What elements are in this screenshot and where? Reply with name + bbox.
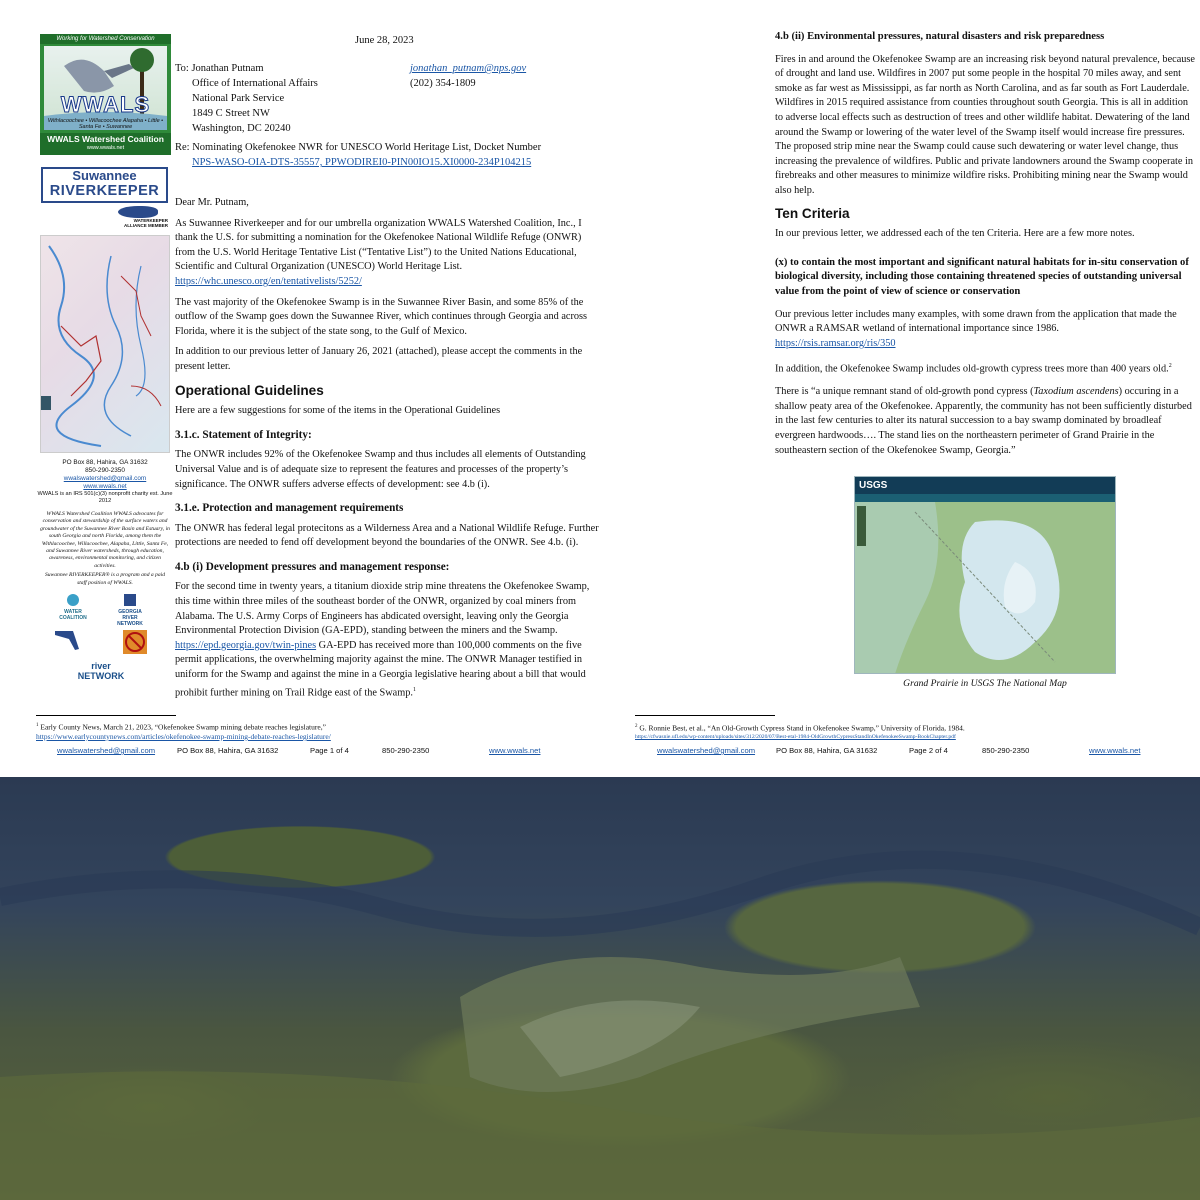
letter-body-2 — [775, 30, 1197, 466]
subsection-heading: 3.1.e. Protection and management requirements — [175, 502, 404, 515]
recipient-phone: (202) 354-1809 — [410, 78, 476, 89]
riverkeeper-logo — [41, 167, 168, 203]
paragraph: Fires in and around the Okefenokee Swamp are an increasing risk beyond natural prevalence, because of drought and land use. Wildfires in 2007 put some people in the hospital 70 miles away, and sent smoke as far west as Mississippi, as far north as North Carolina, and as far south as Fort Lauderdale. Wildfires in 2015 required assistance from counties throughout south Georgia. This is all in addition to adverse local effects such as destruction of trees and other wildlife habitat. Dewatering of the land around the Swamp or lowering of the water level of the Swamp itself would increase fire pressures. The proposed strip mine near the Swamp could cause such dewatering or water level change, thus increasing the prevalence of wildfires. Public and private landowners around the Swamp cooperate in firebreaks and other measures to minimize wildfire risks. Prohibiting mining near the Swamp would also help. — [775, 53, 1196, 196]
partner-logos — [36, 591, 174, 681]
paragraph-text: For the second time in twenty years, a titanium dioxide strip mine threatens the Okefenokee Swamp, this time within three miles of the southeast border of the ONWR, organized by coal miners from Alabama. The U.S. Army Corps of Engineers has abdicated oversight, leaving only the Georgia Environmental Protection Division (GA-EPD), standing between the miners and the Swamp. — [175, 581, 590, 637]
river-network-logo — [76, 661, 126, 681]
water-coalition-logo — [58, 593, 88, 621]
footnote-number: 1 — [36, 723, 39, 728]
species-name: Taxodium ascendens — [1033, 386, 1119, 398]
logo-rivers: Withlacoochee • Willacoochee Alapaha • Little • Santa Fe • Suwannee — [47, 118, 164, 130]
footer-page-number: Page 1 of 4 — [310, 746, 349, 755]
logo-url: www.wwals.net — [86, 145, 125, 151]
georgia-state-icon — [118, 593, 142, 607]
waterkeeper-text: WATERKEEPER ALLIANCE MEMBER — [124, 218, 168, 228]
wwals-logo — [40, 34, 171, 155]
footnote-divider — [635, 715, 775, 716]
section-heading: Ten Criteria — [775, 205, 850, 221]
letter-body-1 — [175, 196, 599, 707]
paragraph-text: In addition, the Okefenokee Swamp includes old-growth cypress trees more than 400 years old. — [775, 363, 1169, 375]
paragraph: In our previous letter, we addressed each of the ten Criteria. Here are a few more notes. — [775, 228, 1135, 240]
sidebar-program: Suwannee RIVERKEEPER® is a program and a paid staff position of WWALS. — [44, 572, 166, 586]
paragraph: Here are a few suggestions for some of the items in the Operational Guidelines — [175, 405, 501, 417]
footnote-number: 2 — [635, 724, 638, 729]
footnote-divider — [36, 715, 176, 716]
footnote-text: G. Ronnie Best, et al., “An Old-Growth Cypress Stand in Okefenokee Swamp,” University of Florida, 1984. — [639, 723, 965, 733]
paragraph-text: Our previous letter includes many examples, with some drawn from the application that made the ONWR a RAMSAR wetland of international importance since 1986. — [775, 308, 1177, 335]
paragraph-text: There is “a unique remnant stand of old-growth pond cypress ( — [775, 386, 1034, 398]
letterhead-sidebar — [36, 34, 174, 681]
letter-date: June 28, 2023 — [355, 35, 414, 46]
recipient-email-link[interactable]: jonathan_putnam@nps.gov — [410, 63, 527, 74]
footer-phone: 850-290-2350 — [382, 746, 430, 755]
paragraph — [775, 359, 1197, 377]
sidebar-mission: WWALS Watershed Coalition WWALS advocates for conservation and stewardship of the surface waters and groundwater of the Suwannee River Basin and Estuary, in south Georgia and north Florida, among them the Withlacoochee, Willacoochee, Alapaha, Little, Santa Fe, and Suwannee River watersheds, through education, awareness, environmental monitoring, and citizen activities. — [40, 511, 170, 569]
sidebar-irs: WWALS is an IRS 501(c)(3) nonprofit charity est. June 2012 — [37, 491, 173, 504]
paragraph: The ONWR includes 92% of the Okefenokee Swamp and thus includes all elements of Outstanding Universal Value and is of adequate size to represent the features and processes of the property’s significance. The ONWR suffers adverse effects of development: see 4.b (i). — [175, 449, 586, 490]
usgs-map-image — [854, 476, 1116, 674]
footnote-1 — [36, 721, 596, 742]
address-line: National Park Service — [192, 93, 285, 104]
partner1-name: WATER COALITION — [59, 609, 87, 622]
address-line: Office of International Affairs — [192, 78, 318, 89]
partner2-name: GEORGIA RIVER NETWORK — [117, 609, 143, 628]
footnote-text: Early County News, March 21, 2023, “Okefenokee Swamp mining debate reaches legislature,” — [40, 722, 326, 732]
subsection-heading: (x) to contain the most important and significant natural habitats for in-situ conservation of biological diversity, including those containing threatened species of outstanding universal value from the point of view of science or conservation — [775, 256, 1189, 297]
sidebar-email-link[interactable]: wwalswatershed@gmail.com — [63, 475, 147, 482]
sidebar-phone: 850-290-2350 — [85, 467, 125, 474]
footnote-marker: 1 — [412, 686, 416, 693]
paragraph — [175, 217, 599, 290]
re-text: Re: Nominating Okefenokee NWR for UNESCO World Heritage List, Docket Number — [175, 142, 542, 153]
page-footer-2 — [600, 746, 1200, 758]
ramsar-link[interactable]: https://rsis.ramsar.org/ris/350 — [775, 337, 896, 349]
epd-link[interactable]: https://epd.georgia.gov/twin-pines — [175, 639, 317, 651]
paragraph-text: GA-EPD has received more than 100,000 comments on the five permit applications, the overwhelming majority against the mine. The ONWR Manager testified in uniform for the Swamp and against the mine in a Georgia legislative hearing about a bill that would prohibit further mining on Trail Ridge east of the Swamp. — [175, 639, 586, 699]
logo-coalition-name: WWALS Watershed Coalition — [47, 134, 164, 144]
subject-line — [175, 140, 541, 170]
to-line: To: Jonathan Putnam — [175, 63, 264, 74]
footnote-marker: 2 — [1168, 363, 1172, 370]
paragraph: In addition to our previous letter of January 26, 2021 (attached), please accept the comments in the present letter. — [175, 346, 583, 372]
address-line: 1849 C Street NW — [192, 108, 270, 119]
footer-email-link[interactable]: wwalswatershed@gmail.com — [57, 746, 156, 755]
map-caption: Grand Prairie in USGS The National Map — [903, 678, 1067, 689]
subsection-heading: 4.b (ii) Environmental pressures, natural disasters and risk preparedness — [775, 31, 1105, 42]
usgs-brand: USGS — [859, 480, 888, 491]
footnote-link[interactable]: https://cfwasnie.ufl.edu/wp-content/uploads/sites/312/2020/07/Best-etal-1984-OldGrowthCypressStandInOkefenokeeSwamp-BookChapter.pdf — [635, 734, 956, 740]
sidebar-address: PO Box 88, Hahira, GA 31632 — [62, 459, 148, 466]
no-mining-logo — [120, 629, 150, 657]
letter-page-1 — [0, 0, 600, 776]
florida-state-icon — [53, 629, 81, 651]
paragraph: The ONWR has federal legal protecitons as a Wilderness Area and a National Wildlife Refuge. Further protections are needed to fend off development beyond the boundaries of the ONWR. See 4.b. (i). — [175, 522, 599, 549]
paragraph — [775, 308, 1197, 352]
usgs-menu-bar — [855, 494, 1115, 502]
paragraph-text: ) occuring in a shallow peaty area of the Okefenokee. Apparently, the community has not been sufficiently disturbed in the last few centuries to alter its natural succession to a bay swamp dominated by broadleaf evergreen hardwoods…. The stand lies on the northeastern perimeter of Grand Prairie in the southeastern section of the Okefenokee Swamp, Georgia.” — [775, 386, 1192, 456]
subsection-heading: 4.b (i) Development pressures and management response: — [175, 560, 450, 573]
paragraph: The vast majority of the Okefenokee Swamp is in the Suwannee River Basin, and some 85% of the outflow of the Swamp goes down the Suwannee River, which continues through Georgia and across Florida, where it is the subject of the state song, to the Gulf of Mexico. — [175, 296, 588, 337]
address-line: Washington, DC 20240 — [192, 123, 291, 134]
swamp-photo-texture — [0, 777, 1200, 1200]
unesco-link[interactable]: https://whc.unesco.org/en/tentativelists/5252/ — [175, 275, 362, 287]
swamp-map-drawing — [855, 502, 1115, 674]
docket-link[interactable]: NPS-WASO-OIA-DTS-35557, PPWODIREI0-PIN00IO15.XI0000-234P104215 — [192, 157, 532, 168]
footer-phone: 850-290-2350 — [982, 746, 1030, 755]
footnote-2 — [635, 722, 1195, 741]
logo-bottom — [40, 133, 171, 155]
recipient-contact — [410, 61, 526, 91]
paragraph-text: As Suwannee Riverkeeper and for our umbrella organization WWALS Watershed Coalition, Inc., I thank the U.S. for submitting a nomination for the Okefenokee National Wildlife Refuge (ONWR) from the U.S. World Heritage Tentative List (“Tentative List”) to the United Nations Educational, Scientific and Cultural Organization (UNESCO) World Heritage List. — [175, 217, 582, 273]
florida-waterkeeper-logo — [52, 629, 82, 653]
basin-map — [40, 235, 170, 453]
georgia-river-network-logo — [110, 593, 150, 627]
section-heading: Operational Guidelines — [175, 382, 324, 398]
partner3-name: river NETWORK — [77, 661, 125, 682]
footer-address: PO Box 88, Hahira, GA 31632 — [177, 746, 279, 755]
sidebar-contact — [36, 459, 174, 505]
waterkeeper-alliance-badge — [114, 206, 168, 228]
sidebar-web-link[interactable]: www.wwals.net — [83, 483, 127, 490]
footnote-link[interactable]: https://www.earlycountynews.com/articles/okefenokee-swamp-mining-debate-reaches-legislature/ — [36, 732, 331, 741]
footer-page-number: Page 2 of 4 — [909, 746, 948, 755]
recipient-address — [175, 61, 318, 136]
fish-icon — [118, 206, 158, 218]
footer-address: PO Box 88, Hahira, GA 31632 — [776, 746, 878, 755]
footer-email-link[interactable]: wwalswatershed@gmail.com — [657, 746, 756, 755]
usgs-header — [855, 477, 1115, 494]
subsection-heading: 3.1.c. Statement of Integrity: — [175, 428, 312, 441]
aerial-swamp-photo — [0, 777, 1200, 1200]
riverkeeper-bottom: RIVERKEEPER — [49, 183, 160, 199]
no-mining-icon — [122, 629, 148, 655]
riverkeeper-top: Suwannee — [72, 168, 137, 183]
water-drop-icon — [63, 593, 83, 607]
salutation: Dear Mr. Putnam, — [175, 197, 249, 208]
logo-title: WWALS — [60, 92, 151, 117]
footer-web-link[interactable]: www.wwals.net — [489, 746, 541, 755]
paragraph — [175, 580, 599, 700]
logo-band-text: Working for Watershed Conservation — [40, 34, 171, 44]
paragraph — [775, 385, 1197, 458]
footer-web-link[interactable]: www.wwals.net — [1089, 746, 1141, 755]
page-footer-1 — [0, 746, 600, 758]
